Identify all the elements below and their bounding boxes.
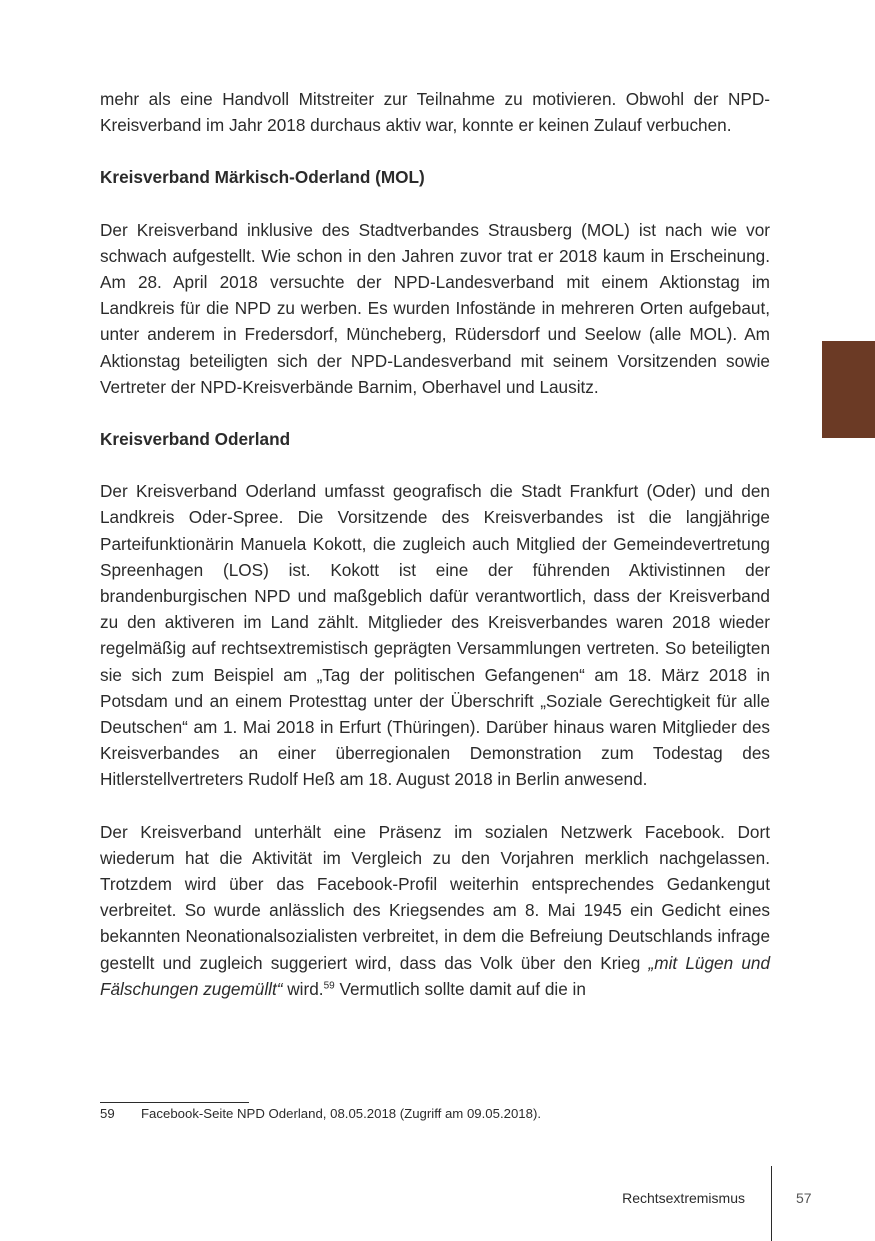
paragraph-oderland: Der Kreisverband Oderland umfasst geografisch die Stadt Frankfurt (Oder) und den Landkreis Oder-Spree. Die Vorsitzende des Kreisverbandes ist die langjährige Parteifunktionärin Manuela Kokott, die zugleich auch Mitglied der Gemeindevertretung Spreenhagen (LOS) ist. Kokott ist eine der führenden Aktivistinnen der brandenburgischen NPD und maßgeblich dafür verantwortlich, dass der Kreisverband zu den aktiveren im Land zählt. Mitglieder des Kreisverbandes waren 2018 wieder regelmäßig auf rechtsextremistisch geprägten Versammlungen vertreten. So beteiligten sie sich zum Beispiel am „Tag der politischen Gefangenen“ am 18. März 2018 in Potsdam und an einem Protesttag unter der Überschrift „Soziale Gerechtigkeit für alle Deutschen“ am 1. Mai 2018 in Erfurt (Thüringen). Darüber hinaus waren Mitglieder des Kreisverbandes an einer überregionalen Demonstration zum Todestag des Hitlerstellvertreters Rudolf Heß am 18. August 2018 in Berlin anwesend. bbox=[100, 481, 770, 790]
paragraph-facebook-text-3: Vermutlich sollte damit auf die in bbox=[334, 978, 586, 999]
footnote-divider bbox=[100, 1102, 249, 1103]
quote-text: „mit Lügen und Fälschungen zugemüllt“ bbox=[100, 952, 771, 999]
page-body bbox=[100, 86, 770, 1002]
page-number: 57 bbox=[796, 1190, 812, 1206]
paragraph-facebook-text: Der Kreisverband unterhält eine Präsenz im sozialen Netzwerk Facebook. Dort wiederum hat die Aktivität im Vergleich zu den Vorjahren merklich nachgelassen. Trotzdem wird über das Facebook-Profil weiterhin entsprechendes Gedankengut verbreitet. So wurde anlässlich des Kriegsendes am 8. Mai 1945 ein Gedicht eines bekannten Neonationalsozialisten verbreitet, in dem die Befreiung Deutschlands infrage gestellt und zugleich suggeriert wird, dass das Volk über den Krieg bbox=[100, 821, 770, 973]
footer-divider bbox=[771, 1166, 772, 1241]
chapter-tab-marker bbox=[822, 341, 875, 438]
footer-section-label: Rechtsextremismus bbox=[622, 1190, 745, 1206]
footnote-number: 59 bbox=[100, 1106, 115, 1121]
paragraph-intro: mehr als eine Handvoll Mitstreiter zur Teilnahme zu motivieren. Obwohl der NPD-Kreisverband im Jahr 2018 durchaus aktiv war, konnte er keinen Zulauf verbuchen. bbox=[100, 89, 770, 136]
footnote-text: Facebook-Seite NPD Oderland, 08.05.2018 (Zugriff am 09.05.2018). bbox=[141, 1106, 542, 1121]
footnote bbox=[100, 1104, 541, 1124]
paragraph-facebook-text-2: wird. bbox=[282, 978, 324, 999]
heading-oderland: Kreisverband Oderland bbox=[100, 429, 291, 450]
paragraph-mol: Der Kreisverband inklusive des Stadtverbandes Strausberg (MOL) ist nach wie vor schwach aufgestellt. Wie schon in den Jahren zuvor trat er 2018 kaum in Erscheinung. Am 28. April 2018 versuchte der NPD-Landesverband mit einem Aktionstag im Landkreis für die NPD zu werben. Es wurden Infostände in mehreren Orten aufgebaut, unter anderem in Fredersdorf, Müncheberg, Rüdersdorf und Seelow (alle MOL). Am Aktionstag beteiligten sich der NPD-Landesverband mit seinem Vorsitzenden sowie Vertreter der NPD-Kreisverbände Barnim, Oberhavel und Lausitz. bbox=[100, 219, 770, 397]
footnote-reference[interactable]: 59 bbox=[323, 980, 335, 992]
heading-mol: Kreisverband Märkisch-Oderland (MOL) bbox=[100, 167, 425, 188]
paragraph-facebook bbox=[100, 819, 770, 1002]
